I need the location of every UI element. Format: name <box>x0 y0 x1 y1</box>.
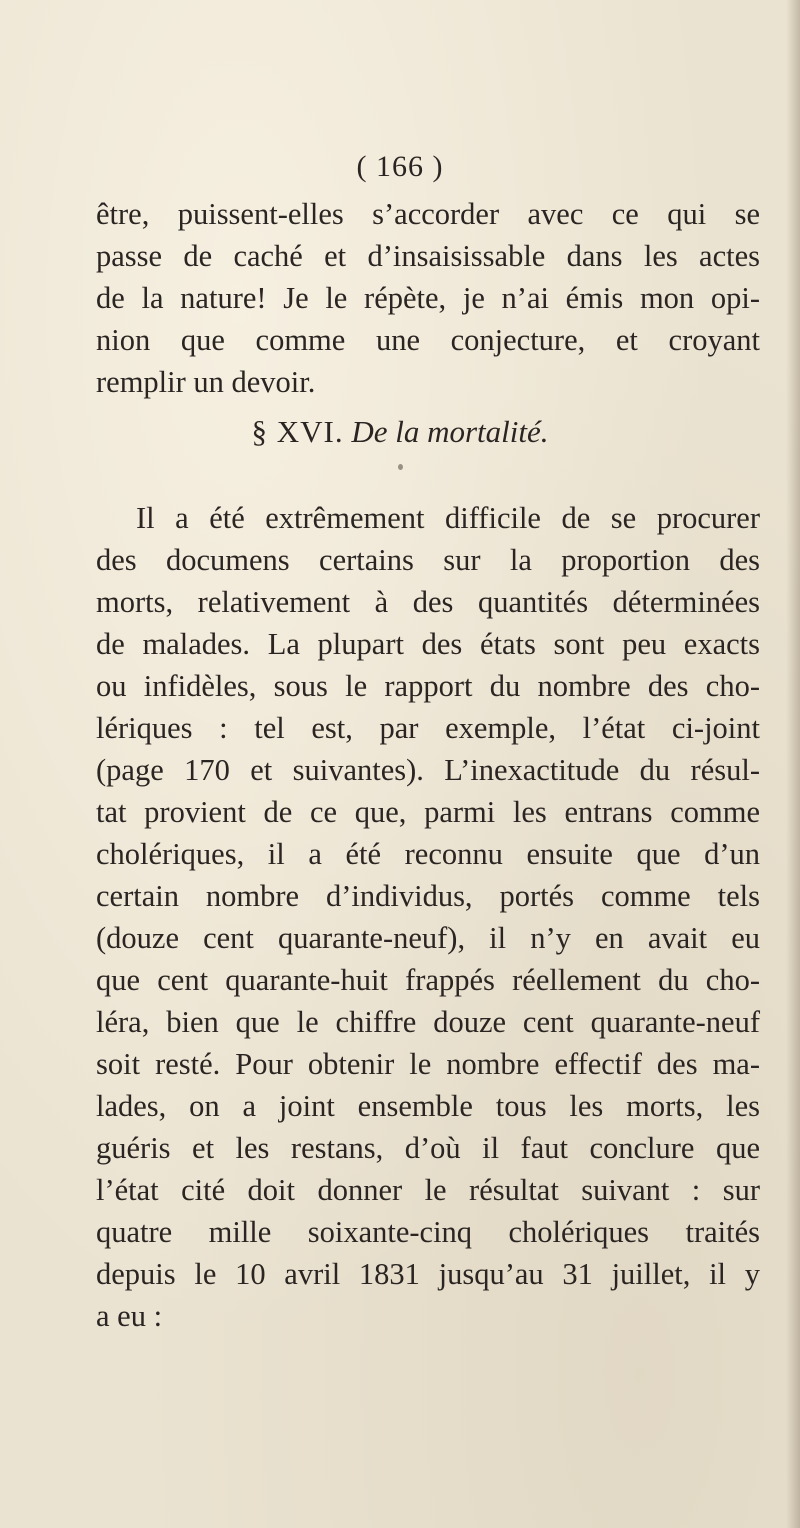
text-line: remplir un devoir. <box>96 365 316 399</box>
text-line: tat provient de ce que, parmi les entrans comme <box>96 795 760 829</box>
text-line: de malades. La plupart des états sont peu exacts <box>96 627 760 661</box>
page-edge-shadow <box>786 0 800 1528</box>
ink-speck <box>398 464 403 470</box>
text-line: passe de caché et d’insaisissable dans les actes <box>96 239 760 273</box>
text-line: que cent quarante-huit frappés réellement du cho- <box>96 963 760 997</box>
text-line: l’état cité doit donner le résultat suivant : sur <box>96 1173 760 1207</box>
text-line: Il a été extrêmement difficile de se procurer <box>136 501 760 535</box>
text-line: a eu : <box>96 1299 163 1333</box>
text-line: de la nature! Je le répète, je n’ai émis mon opi- <box>96 281 760 315</box>
text-line: (page 170 et suivantes). L’inexactitude du résul- <box>96 753 760 787</box>
page-number: ( 166 ) <box>356 150 444 183</box>
text-line: cholériques, il a été reconnu ensuite que d’un <box>96 837 760 871</box>
text-line: morts, relativement à des quantités déterminées <box>96 585 760 619</box>
text-line: lériques : tel est, par exemple, l’état ci-joint <box>96 711 760 745</box>
text-line: être, puissent-elles s’accorder avec ce qui se <box>96 197 760 231</box>
text-line: guéris et les restans, d’où il faut conclure que <box>96 1131 760 1165</box>
section-heading <box>0 412 800 452</box>
text-line: soit resté. Pour obtenir le nombre effectif des ma- <box>96 1047 760 1081</box>
text-line: quatre mille soixante-cinq cholériques traités <box>96 1215 760 1249</box>
text-line: nion que comme une conjecture, et croyant <box>96 323 760 357</box>
text-line: (douze cent quarante-neuf), il n’y en avait eu <box>96 921 760 955</box>
text-line: ou infidèles, sous le rapport du nombre des cho- <box>96 669 760 703</box>
text-line: des documens certains sur la proportion des <box>96 543 760 577</box>
section-title: De la mortalité. <box>351 414 549 449</box>
text-line: certain nombre d’individus, portés comme tels <box>96 879 760 913</box>
section-number: § XVI. <box>251 414 344 449</box>
text-line: lades, on a joint ensemble tous les morts, les <box>96 1089 760 1123</box>
text-line: depuis le 10 avril 1831 jusqu’au 31 juillet, il y <box>96 1257 760 1291</box>
text-line: léra, bien que le chiffre douze cent quarante-neuf <box>96 1005 760 1039</box>
